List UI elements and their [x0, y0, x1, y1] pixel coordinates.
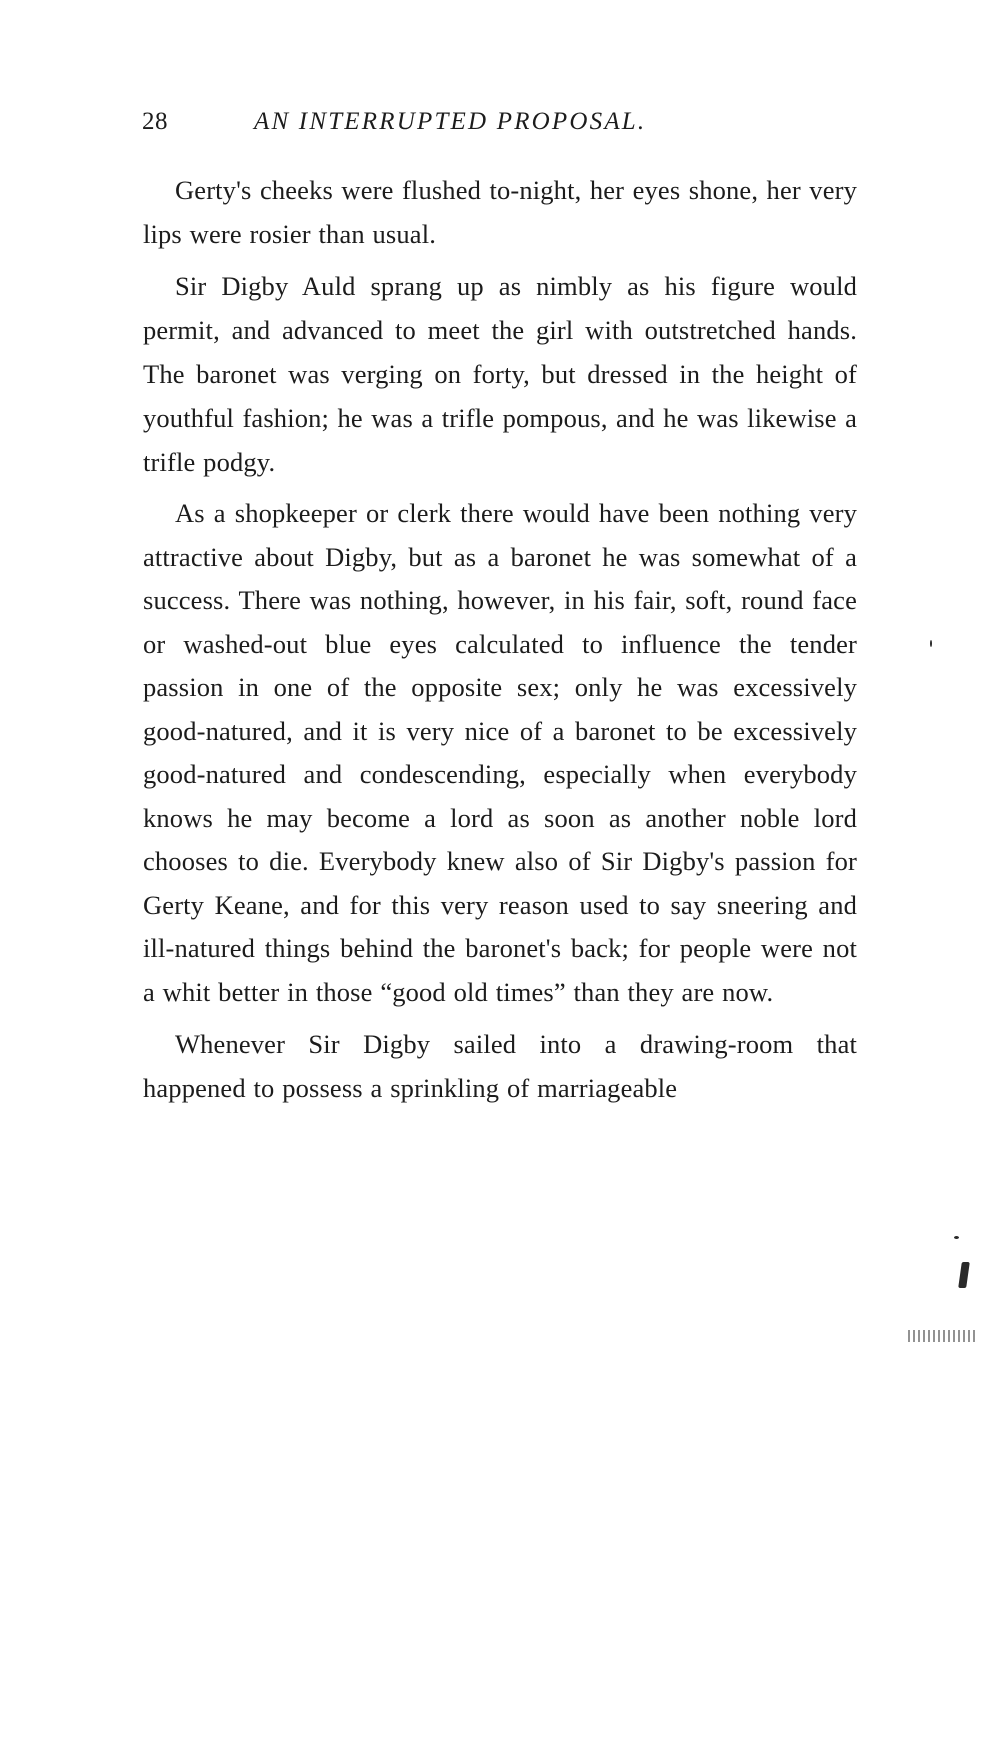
body-text	[143, 168, 857, 1118]
page-header	[142, 104, 858, 144]
running-title: AN INTERRUPTED PROPOSAL.	[254, 108, 647, 135]
scan-artifact	[930, 640, 932, 647]
paragraph-2: Sir Digby Auld sprang up as nimbly as his figure would permit, and advanced to meet the girl with outstretched hands. The baronet was verging on forty, but dressed in the height of youthful fashion; he was a trifle pompous, and he was likewise a trifle podgy.	[143, 271, 857, 477]
paragraph-3: As a shopkeeper or clerk there would have been nothing very attractive about Digby, but as a baronet he was somewhat of a success. There was nothing, however, in his fair, soft, round face or washed-out blue eyes calculated to influence the tender passion in one of the opposite sex; only he was excessively good-natured, and it is very nice of a baronet to be excessively good-natured and condescending, especially when everybody knows he may become a lord as soon as another noble lord chooses to die. Everybody knew also of Sir Digby's passion for Gerty Keane, and for this very reason used to say sneering and ill-natured things behind the baronet's back; for people were not a whit better in those “good old times” than they are now.	[143, 498, 857, 1007]
paragraph-4: Whenever Sir Digby sailed into a drawing-room that happened to possess a sprinkling of marriageable	[143, 1029, 857, 1103]
scan-artifact	[954, 1236, 959, 1239]
page-number: 28	[142, 108, 168, 135]
scan-artifact	[908, 1330, 976, 1342]
paragraph-1: Gerty's cheeks were flushed to-night, her eyes shone, her very lips were rosier than usual.	[143, 175, 857, 249]
scan-artifact	[958, 1262, 970, 1288]
